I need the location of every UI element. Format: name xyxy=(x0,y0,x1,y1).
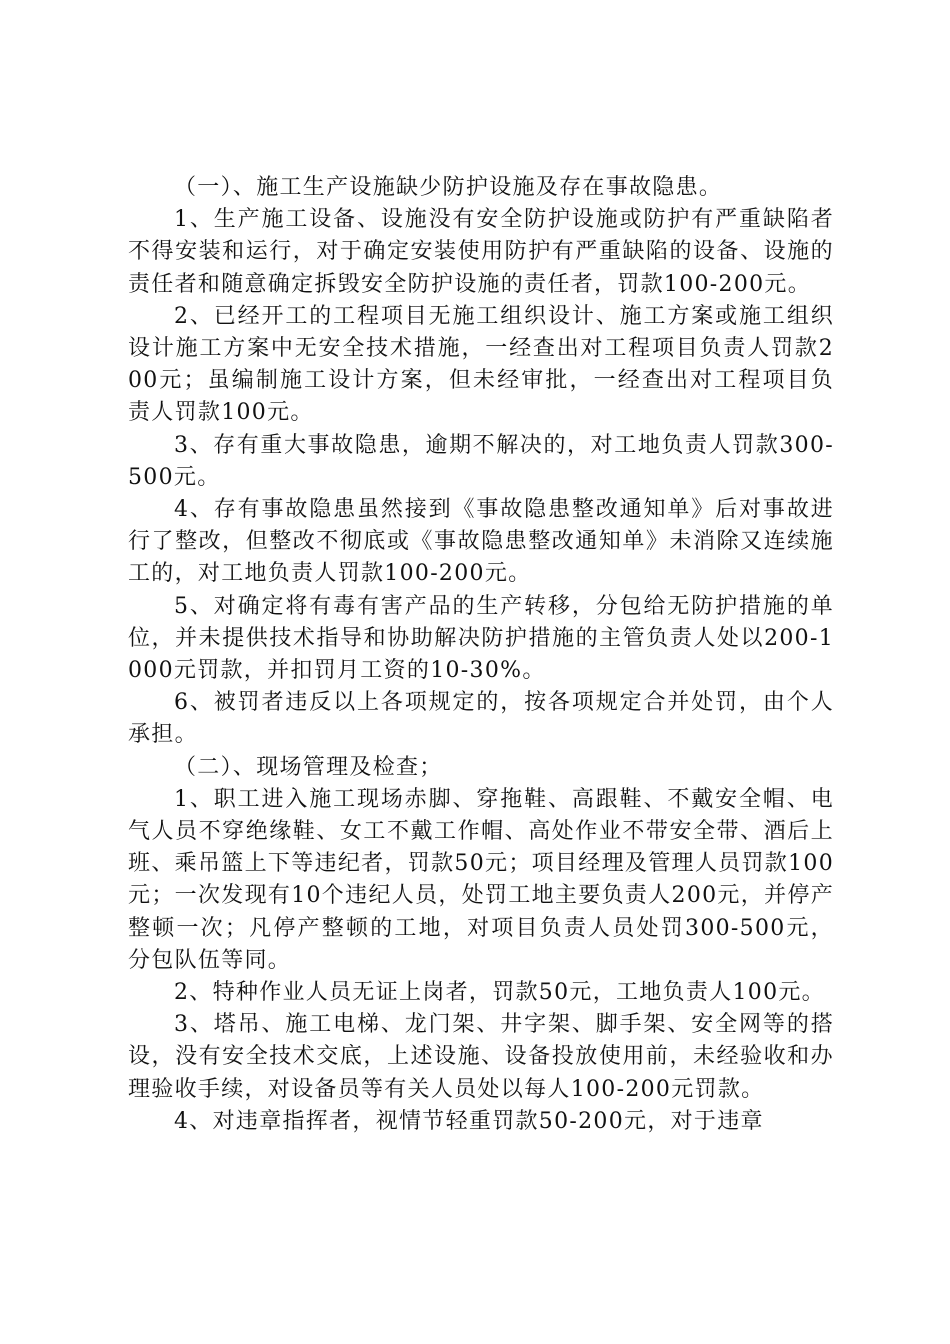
section-heading-1: （一）、施工生产设施缺少防护设施及存在事故隐患。 xyxy=(174,175,723,200)
paragraph-item-2: 2、已经开工的工程项目无施工组织设计、施工方案或施工组织设计施工方案中无安全技术措施，一经查出对工程项目负责人罚款200元；虽编制施工设计方案，但未经审批，一经查出对工程项目负责人罚款100元。 xyxy=(128,303,834,426)
paragraph-item-3: 3、存有重大事故隐患，逾期不解决的，对工地负责人罚款300-500元。 xyxy=(128,432,834,490)
paragraph-item-2-2: 2、特种作业人员无证上岗者，罚款50元，工地负责人100元。 xyxy=(174,980,825,1006)
paragraph-item-1: 1、生产施工设备、设施没有安全防护设施或防护有严重缺陷者不得安装和运行，对于确定安装使用防护有严重缺陷的设备、设施的责任者和随意确定拆毁安全防护设施的责任者，罚款100-200元。 xyxy=(128,207,834,297)
document-body xyxy=(128,172,834,1138)
paragraph-item-6: 6、被罚者违反以上各项规定的，按各项规定合并处罚，由个人承担。 xyxy=(128,690,834,748)
paragraph-item-5: 5、对确定将有毒有害产品的生产转移，分包给无防护措施的单位，并未提供技术指导和协助解决防护措施的主管负责人处以200-1000元罚款，并扣罚月工资的10-30%。 xyxy=(128,593,834,684)
section-heading-2: （二）、现场管理及检查； xyxy=(174,754,443,780)
paragraph-item-2-3: 3、塔吊、施工电梯、龙门架、井字架、脚手架、安全网等的搭设，没有安全技术交底，上述设施、设备投放使用前，未经验收和办理验收手续，对设备员等有关人员处以每人100-200元罚款。 xyxy=(128,1012,834,1102)
paragraph-item-4: 4、存有事故隐患虽然接到《事故隐患整改通知单》后对事故进行了整改，但整改不彻底或《事故隐患整改通知单》未消除又连续施工的，对工地负责人罚款100-200元。 xyxy=(128,497,834,587)
paragraph-item-2-1: 1、职工进入施工现场赤脚、穿拖鞋、高跟鞋、不戴安全帽、电气人员不穿绝缘鞋、女工不戴工作帽、高处作业不带安全带、酒后上班、乘吊篮上下等违纪者，罚款50元；项目经理及管理人员罚款100元；一次发现有10个违纪人员，处罚工地主要负责人200元，并停产整顿一次；凡停产整顿的工地，对项目负责人员处罚300-500元，分包队伍等同。 xyxy=(128,786,834,973)
paragraph-item-2-4: 4、对违章指挥者，视情节轻重罚款50-200元，对于违章 xyxy=(174,1108,764,1134)
